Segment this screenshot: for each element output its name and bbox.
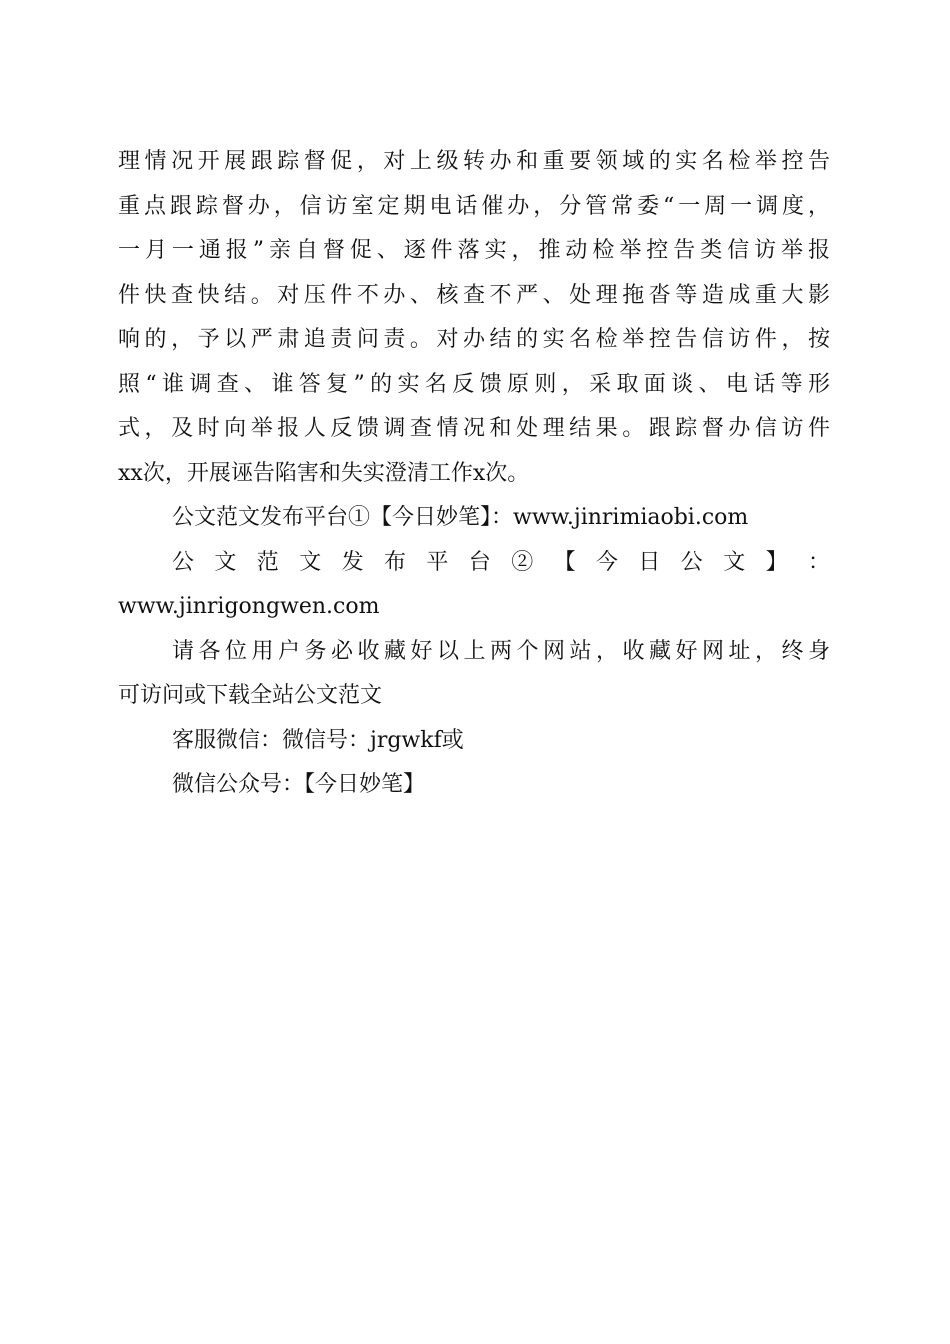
platform-2-url: www.jinrigongwen.com xyxy=(118,594,380,619)
body-line-5: 响的，予以严肃追责问责。对办结的实名检举控告信访件，按 xyxy=(118,327,830,352)
body-line-8: xx次，开展诬告陷害和失实澄清工作x次。 xyxy=(118,460,530,486)
body-line-2: 重点跟踪督办，信访室定期电话催办，分管常委“一周一调度， xyxy=(118,193,830,219)
body-line-3: 一月一通报”亲自督促、逐件落实，推动检举控告类信访举报 xyxy=(118,238,830,263)
document-body xyxy=(118,140,830,808)
official-account-line: 微信公众号：【今日妙笔】 xyxy=(172,772,426,797)
body-line-1: 理情况开展跟踪督促，对上级转办和重要领域的实名检举控告 xyxy=(118,149,830,174)
platform-2-label: 公 文 范 文 发 布 平 台 ② 【 今 日 公 文 】 ： xyxy=(172,549,830,575)
body-line-7: 式，及时向举报人反馈调查情况和处理结果。跟踪督办信访件 xyxy=(118,416,830,441)
notice-line-1: 请各位用户务必收藏好以上两个网站，收藏好网址，终身 xyxy=(172,638,830,664)
platform-1-line: 公文范文发布平台①【今日妙笔】：www.jinrimiaobi.com xyxy=(172,505,749,530)
body-line-6: 照“谁调查、谁答复”的实名反馈原则，采取面谈、电话等形 xyxy=(118,371,830,397)
body-line-4: 件快查快结。对压件不办、核查不严、处理拖沓等造成重大影 xyxy=(118,282,830,308)
notice-line-2: 可访问或下载全站公文范文 xyxy=(118,683,383,708)
service-wechat-line: 客服微信：微信号：jrgwkf或 xyxy=(172,727,464,753)
